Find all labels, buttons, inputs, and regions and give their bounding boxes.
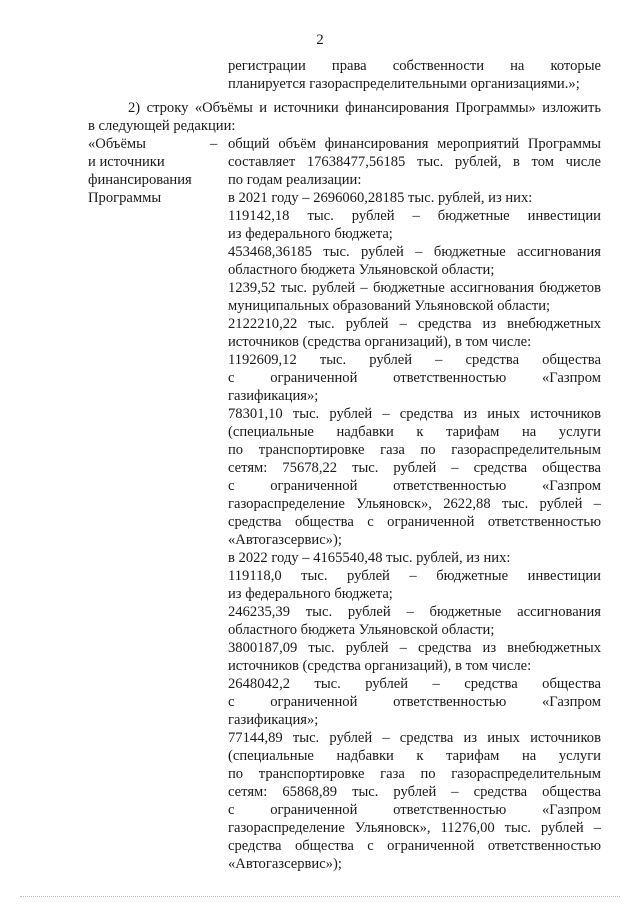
text-line: с ограниченной ответственностью «Газпром bbox=[228, 694, 601, 710]
text-line: по годам реализации: bbox=[228, 172, 362, 188]
text-line: 119118,0 тыс. рублей – бюджетные инвестиции bbox=[228, 568, 601, 584]
text-line: 1239,52 тыс. рублей – бюджетные ассигнования бюджетов bbox=[228, 280, 601, 296]
text-line: сетям: 65868,89 тыс. рублей – средства общества bbox=[228, 784, 601, 800]
text-line: областного бюджета Ульяновской области; bbox=[228, 262, 495, 278]
text-line: 1192609,12 тыс. рублей – средства общества bbox=[228, 352, 601, 368]
text-line: источников (средства организаций), в том числе: bbox=[228, 334, 532, 350]
text-line: газификация»; bbox=[228, 388, 319, 404]
text-line: 77144,89 тыс. рублей – средства из иных источников bbox=[228, 730, 601, 746]
text-line: планируется газораспределительными организациями.»; bbox=[228, 76, 580, 92]
text-line: 453468,36185 тыс. рублей – бюджетные ассигнования bbox=[228, 244, 601, 260]
text-line: (специальные надбавки к тарифам на услуги bbox=[228, 748, 601, 764]
text-line: муниципальных образований Ульяновской области; bbox=[228, 298, 551, 314]
text-line: по транспортировке газа по газораспределительным bbox=[228, 766, 601, 782]
text-line: с ограниченной ответственностью «Газпром bbox=[228, 802, 601, 818]
text-line: газораспределение Ульяновск», 2622,88 тыс. рублей – bbox=[228, 496, 601, 512]
text-line: в следующей редакции: bbox=[88, 118, 236, 134]
text-line: из федерального бюджета; bbox=[228, 586, 393, 602]
text-line: составляет 17638477,56185 тыс. рублей, в том числе bbox=[228, 154, 601, 170]
text-line: 78301,10 тыс. рублей – средства из иных источников bbox=[228, 406, 601, 422]
scan-artifact bbox=[20, 896, 620, 898]
column-separator-dash: – bbox=[210, 136, 218, 152]
text-line: с ограниченной ответственностью «Газпром bbox=[228, 370, 601, 386]
text-line: с ограниченной ответственностью «Газпром bbox=[228, 478, 601, 494]
text-line: источников (средства организаций), в том числе: bbox=[228, 658, 532, 674]
row-label-line: «Объёмы bbox=[88, 136, 146, 152]
page-number: 2 bbox=[316, 32, 324, 48]
text-line: 2648042,2 тыс. рублей – средства общества bbox=[228, 676, 601, 692]
text-line: регистрации права собственности на которые bbox=[228, 58, 601, 74]
text-line: газораспределение Ульяновск», 11276,00 тыс. рублей – bbox=[228, 820, 601, 836]
text-line: «Автогазсервис»); bbox=[228, 532, 342, 548]
text-line: 3800187,09 тыс. рублей – средства из внебюджетных bbox=[228, 640, 601, 656]
text-line: общий объём финансирования мероприятий Программы bbox=[228, 136, 601, 152]
text-line: 119142,18 тыс. рублей – бюджетные инвестиции bbox=[228, 208, 601, 224]
text-line: 246235,39 тыс. рублей – бюджетные ассигнования bbox=[228, 604, 601, 620]
text-line: сетям: 75678,22 тыс. рублей – средства общества bbox=[228, 460, 601, 476]
text-line: по транспортировке газа по газораспределительным bbox=[228, 442, 601, 458]
text-line: газификация»; bbox=[228, 712, 319, 728]
row-label-line: финансирования bbox=[88, 172, 192, 188]
text-line: в 2021 году – 2696060,28185 тыс. рублей, из них: bbox=[228, 190, 533, 206]
text-line: (специальные надбавки к тарифам на услуги bbox=[228, 424, 601, 440]
row-label-line: и источники bbox=[88, 154, 165, 170]
text-line: в 2022 году – 4165540,48 тыс. рублей, из них: bbox=[228, 550, 511, 566]
text-line: средства общества с ограниченной ответственностью bbox=[228, 838, 601, 854]
text-line: средства общества с ограниченной ответственностью bbox=[228, 514, 601, 530]
text-line: из федерального бюджета; bbox=[228, 226, 393, 242]
row-label-line: Программы bbox=[88, 190, 162, 206]
text-line: 2) строку «Объёмы и источники финансирования Программы» изложить bbox=[128, 100, 601, 116]
text-line: 2122210,22 тыс. рублей – средства из внебюджетных bbox=[228, 316, 601, 332]
text-line: областного бюджета Ульяновской области; bbox=[228, 622, 495, 638]
text-line: «Автогазсервис»); bbox=[228, 856, 342, 872]
